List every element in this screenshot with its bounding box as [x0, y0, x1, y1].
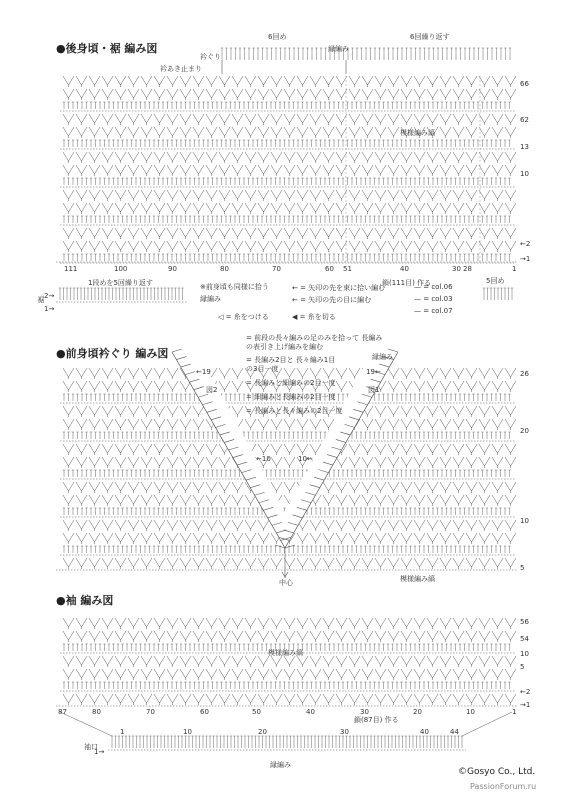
front-fan-row: [63, 444, 516, 455]
back-repeat5-label: 1段めを5回繰り返す: [88, 279, 153, 287]
front-legend-4: = 細編みと長編みの2目一度: [246, 393, 336, 401]
front-inner-right: 10←: [298, 455, 313, 463]
sleeve-edge-count-10: 10: [183, 728, 192, 736]
back-fan-row: [63, 89, 516, 100]
back-fan-row: [63, 165, 516, 176]
back-stitch-40: 40: [400, 265, 409, 273]
back-rep6-label: 6回め: [268, 33, 287, 41]
back-stitch-80: 80: [220, 265, 229, 273]
legend-col06: — = col.06: [414, 283, 453, 291]
sleeve-chart-title: ●袖 編み図: [56, 594, 114, 607]
sleeve-stitch-1: 1: [512, 708, 517, 716]
sleeve-pattern-label: 模様編み縞: [268, 649, 303, 657]
sleeve-fan-row: [63, 618, 516, 629]
copyright-text: ©Gosyo Co., Ltd.: [458, 767, 536, 777]
back-stitch-30: 30: [452, 265, 461, 273]
back-fan-row: [63, 203, 516, 214]
sleeve-cuff-edge: [111, 736, 463, 748]
front-edge-label: 縁編み: [372, 353, 393, 361]
back-fan-row: [63, 228, 516, 239]
back-collar-stop-label: 衿あき止まり: [160, 65, 202, 73]
back-rep6b-label: 6回繰り返す: [410, 33, 450, 41]
front-tall-stitch-row: [63, 432, 511, 439]
back-row-1: →1: [520, 255, 531, 263]
front-fan-row: [63, 482, 516, 493]
front-row-20: 20: [520, 427, 529, 435]
back-stitch-51: 51: [343, 265, 352, 273]
back-tall-stitch-row: [63, 216, 511, 223]
front-legend-2: = 長編み2目と 長々編み1目の3目一度: [246, 356, 336, 373]
front-legend-3: = 長編みと細編みの2目一度: [246, 379, 336, 387]
back-row-66: 66: [520, 80, 529, 88]
back-pattern-label: 模様編み縞: [400, 129, 435, 137]
sleeve-row-54: 54: [520, 635, 529, 643]
sleeve-edge-row-1: 1→: [94, 748, 105, 756]
back-rep5-label: 5回め: [486, 277, 505, 285]
back-stitch-111: 111: [64, 265, 78, 273]
back-chart-title: ●後身頃・裾 編み図: [56, 42, 158, 55]
sleeve-stitch-10: 10: [466, 708, 475, 716]
back-fan-row: [63, 152, 516, 163]
sleeve-edge-count-1: 1: [120, 728, 125, 736]
sleeve-cuff-label: 袖口: [84, 743, 98, 751]
back-row-13: 13: [520, 143, 529, 151]
back-hem-edge-left: [59, 288, 184, 300]
front-fan-row: [63, 558, 516, 569]
back-stitch-100: 100: [114, 265, 128, 273]
legend-col07: — = col.07: [414, 307, 453, 315]
back-edge-row-2: 2→: [44, 292, 55, 300]
back-edge-row-1: 1→: [44, 305, 55, 313]
front-fig2-label: 図2: [206, 386, 218, 394]
sleeve-fan-row: [63, 669, 516, 680]
back-hem-edge-right: [483, 288, 513, 300]
back-fan-row: [63, 241, 516, 252]
front-legend-1: = 前段の長々編みの足のみを拾って 長編みの表引き上げ編みを編む: [246, 334, 383, 351]
front-center-label: 中心: [279, 579, 293, 587]
sleeve-edge-count-30: 30: [340, 728, 349, 736]
back-tall-stitch-row: [63, 102, 511, 109]
sleeve-fan-row: [63, 694, 516, 705]
legend-cut: ◀ = 糸を切る: [292, 313, 336, 321]
back-row-10: 10: [520, 170, 529, 178]
sleeve-row-1: →1: [520, 701, 531, 709]
front-pattern-label: 模様編み縞: [400, 575, 435, 583]
back-collar-label: 衿ぐり: [200, 53, 221, 61]
sleeve-stitch-50: 50: [252, 708, 261, 716]
front-row-5: 5: [520, 564, 525, 572]
legend-bundle: ← = 矢印の先を束に拾い編む: [292, 284, 386, 292]
sleeve-stitch-80: 80: [92, 708, 101, 716]
back-stitch-1: 1: [512, 265, 517, 273]
sleeve-row-10: 10: [520, 650, 529, 658]
back-chain-label: 鎖(111目) 作る: [382, 279, 432, 287]
back-stitch-60: 60: [325, 265, 334, 273]
back-edge2-label: 縁編み: [200, 295, 221, 303]
front-fan-row: [63, 419, 516, 430]
back-fan-row: [63, 190, 516, 201]
legend-single: ← = 矢印の先の目に編む: [292, 296, 372, 304]
sleeve-tall-stitch-row: [63, 682, 511, 689]
back-stitch-70: 70: [272, 265, 281, 273]
legend-col03: — = col.03: [414, 295, 453, 303]
legend-attach: ◁ = 糸をつける: [218, 313, 269, 321]
front-tall-stitch-row: [63, 546, 511, 553]
sleeve-edge-label: 縁編み: [270, 761, 291, 769]
watermark-text: PassionForum.ru: [470, 782, 537, 791]
front-row-26: 26: [520, 370, 529, 378]
sleeve-row-2: ←2: [520, 688, 531, 696]
sleeve-stitch-87: 87: [58, 708, 67, 716]
back-tall-stitch-row: [63, 178, 511, 185]
sleeve-stitch-60: 60: [200, 708, 209, 716]
back-stitch-90: 90: [168, 265, 177, 273]
sleeve-edge-count-40: 40: [420, 728, 429, 736]
back-fan-row: [63, 76, 516, 87]
back-fan-row: [63, 127, 516, 138]
back-tall-stitch-row: [63, 254, 511, 261]
front-row-10: 10: [520, 517, 529, 525]
front-side-left: ←19: [196, 368, 211, 376]
sleeve-stitch-40: 40: [306, 708, 315, 716]
back-note-front: ※前身頃も同様に拾う: [200, 283, 269, 291]
sleeve-stitch-30: 30: [360, 708, 369, 716]
back-row-62: 62: [520, 116, 529, 124]
sleeve-stitch-70: 70: [146, 708, 155, 716]
front-side-right: 19←: [366, 368, 381, 376]
sleeve-edge-count-44: 44: [450, 728, 459, 736]
back-fan-row: [63, 114, 516, 125]
back-edge-top-row: [221, 48, 511, 60]
sleeve-row-56: 56: [520, 618, 529, 626]
back-edge-label: 縁編み: [328, 45, 349, 53]
sleeve-stitch-20: 20: [413, 708, 422, 716]
front-inner-left: ←10: [256, 455, 271, 463]
sleeve-cuff-taper: [60, 712, 512, 736]
sleeve-fan-row: [63, 631, 516, 642]
back-tall-stitch-row: [63, 140, 511, 147]
sleeve-edge-count-20: 20: [258, 728, 267, 736]
back-hem-label: 裾: [37, 296, 45, 303]
front-tall-stitch-row: [63, 470, 511, 477]
front-legend-5: = 長編みと長々編みの2目一度: [246, 407, 343, 415]
sleeve-row-5: 5: [520, 663, 525, 671]
sleeve-chain-label: 鎖(87目) 作る: [354, 716, 399, 724]
front-chart-title: ●前身頃衿ぐり 編み図: [56, 347, 169, 360]
back-row-2: ←2: [520, 240, 531, 248]
front-fig1-label: 図1: [368, 386, 380, 394]
back-stitch-28: 28: [463, 265, 472, 273]
front-fan-row: [63, 457, 516, 468]
